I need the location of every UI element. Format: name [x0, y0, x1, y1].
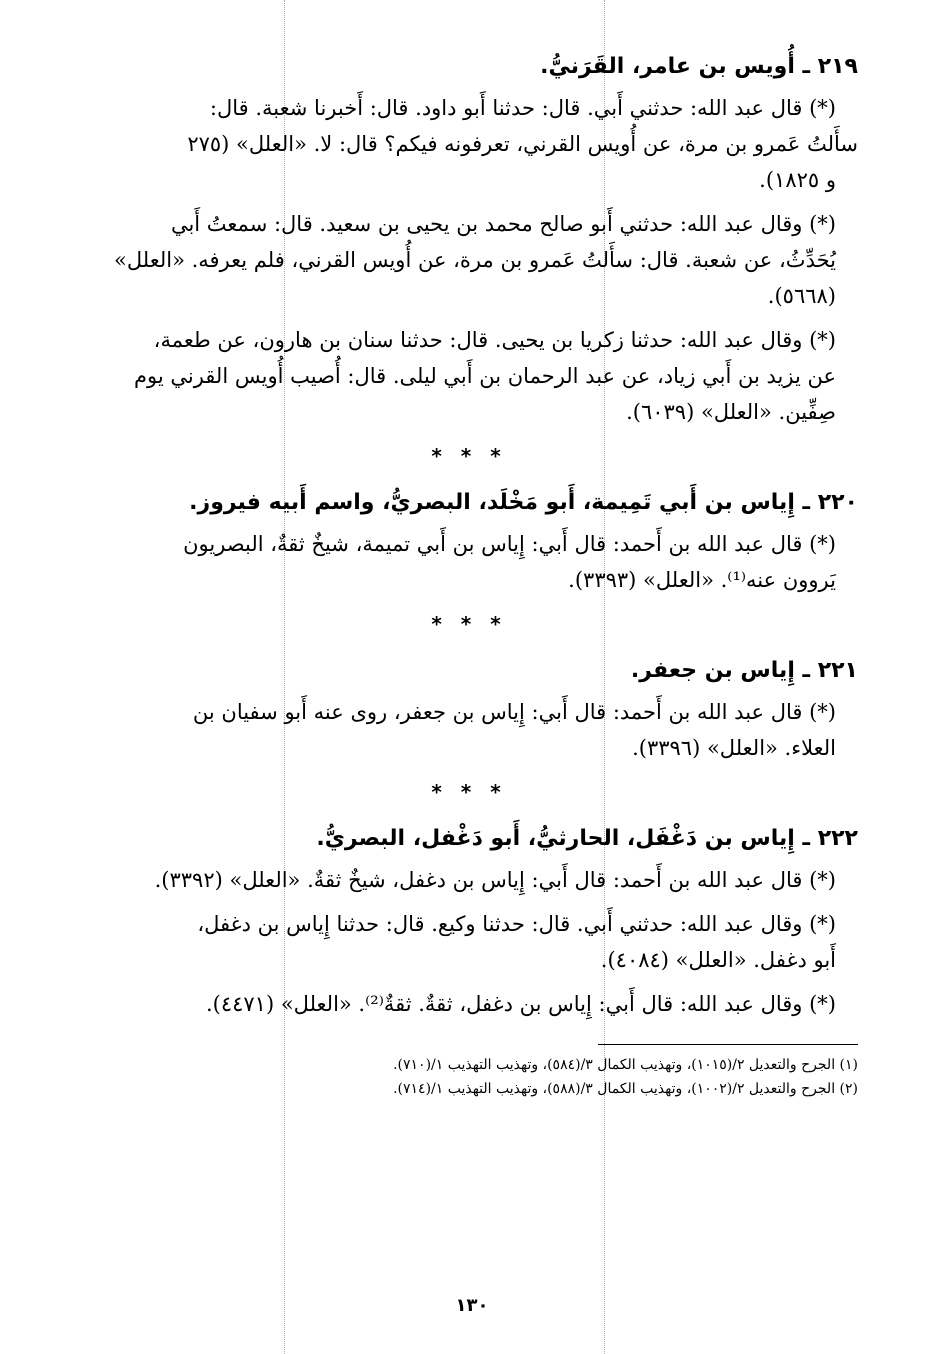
text-line: العلاء. «العلل» (٣٣٩٦).: [632, 736, 836, 760]
page-number: ١٣٠: [455, 1295, 489, 1316]
section-separator: * * *: [431, 444, 507, 468]
text-line: صِفِّين. «العلل» (٦٠٣٩).: [626, 400, 836, 424]
entry-heading-220: ٢٢٠ ـ إِياس بن أَبي تَمِيمة، أَبو مَخْلَد، البصريُّ، واسم أَبيه فيروز.: [189, 490, 858, 515]
footnote-1: (١) الجرح والتعديل ٢/(١٠١٥)، وتهذيب الكمال ٣/(٥٨٤)، وتهذيب التهذيب ١/(٧١٠).: [393, 1057, 858, 1073]
entry-heading-219: ٢١٩ ـ أُويس بن عامر، القَرَنيُّ.: [540, 54, 858, 79]
entry-222-paragraph-1: [80, 862, 858, 898]
entry-220-paragraph-1: [80, 526, 858, 598]
footnote-2: (٢) الجرح والتعديل ٢/(١٠٠٢)، وتهذيب الكمال ٣/(٥٨٨)، وتهذيب التهذيب ١/(٧١٤).: [393, 1081, 858, 1097]
section-separator: * * *: [431, 780, 507, 804]
entry-heading-222: ٢٢٢ ـ إِياس بن دَغْفَل، الحارثيُّ، أَبو دَغْفل، البصريُّ.: [316, 826, 858, 851]
entry-221-paragraph-1: [80, 694, 858, 766]
text-line: (*) قال عبد الله بن أَحمد: قال أَبي: إِياس بن أَبي تميمة، شيخٌ ثقةٌ، البصريون: [183, 532, 836, 556]
text-line: (*) قال عبد الله بن أَحمد: قال أَبي: إِياس بن دغفل، شيخٌ ثقةٌ. «العلل» (٣٣٩٢).: [154, 868, 836, 892]
text-line: أَبو دغفل. «العلل» (٤٠٨٤).: [600, 948, 836, 972]
entry-222-paragraph-3: [80, 986, 858, 1022]
entry-219-paragraph-3: [80, 322, 858, 430]
text-line: يُحَدِّثُ، عن شعبة. قال: سأَلتُ عَمرو بن مرة، عن أُويس القرني، فلم يعرفه. «العلل»: [114, 248, 836, 272]
page-body: [80, 50, 858, 1101]
text-line: سأَلتُ عَمرو بن مرة، عن أُويس القرني، تعرفونه فيكم؟ قال: لا. «العلل» (٢٧٥: [187, 132, 858, 156]
text-line: (٥٦٦٨).: [767, 284, 836, 308]
text-line: (*) وقال عبد الله: حدثني أَبو صالح محمد بن يحيى بن سعيد. قال: سمعتُ أَبي: [170, 212, 836, 236]
text-line: (*) وقال عبد الله: حدثني أَبي. قال: حدثنا وكيع. قال: حدثنا إِياس بن دغفل،: [197, 912, 836, 936]
text-line: عن يزيد بن أَبي زياد، عن عبد الرحمان بن أَبي ليلى. قال: أُصيب أُويس القرني يوم: [134, 364, 836, 388]
section-separator: * * *: [431, 612, 507, 636]
text-line: و ١٨٢٥).: [759, 168, 836, 192]
entry-219-paragraph-1: [80, 90, 858, 198]
text-line: يَروون عنه⁽¹⁾. «العلل» (٣٣٩٣).: [568, 568, 836, 592]
text-line: (*) قال عبد الله بن أَحمد: قال أَبي: إِياس بن جعفر، روى عنه أَبو سفيان بن: [192, 700, 836, 724]
entry-222-paragraph-2: [80, 906, 858, 978]
entry-219-paragraph-2: [80, 206, 858, 314]
text-line: (*) قال عبد الله: حدثني أَبي. قال: حدثنا أَبو داود. قال: أَخبرنا شعبة. قال:: [209, 96, 836, 120]
text-line: (*) وقال عبد الله: حدثنا زكريا بن يحيى. قال: حدثنا سنان بن هارون، عن طعمة،: [153, 328, 836, 352]
entry-heading-221: ٢٢١ ـ إِياس بن جعفر.: [630, 658, 858, 683]
text-line: (*) وقال عبد الله: قال أَبي: إِياس بن دغفل، ثقةٌ. ثقةٌ⁽²⁾. «العلل» (٤٤٧١).: [205, 992, 836, 1016]
footnote-rule: [598, 1044, 858, 1045]
